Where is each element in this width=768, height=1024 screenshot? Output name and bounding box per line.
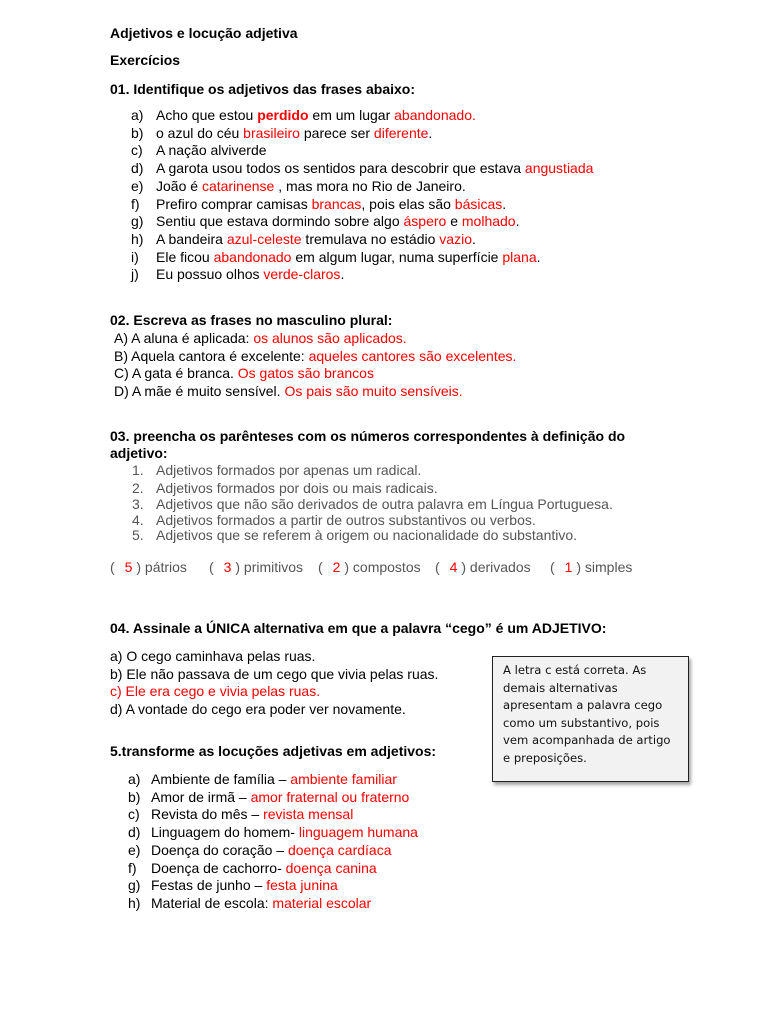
item-label: A): [114, 330, 128, 346]
item-text: [156, 141, 267, 159]
item-label: j): [131, 266, 139, 283]
adjective-answer: plana: [502, 248, 537, 265]
item-text: [156, 265, 344, 283]
answer-category: ) compostos: [344, 559, 421, 575]
item-label: D): [114, 383, 129, 400]
item-answer: doença canina: [285, 859, 377, 876]
item-label: f): [131, 195, 140, 212]
list-item: [114, 382, 463, 400]
answer-number: 1: [564, 559, 573, 575]
q1-heading: 01. Identifique os adjetivos das frases abaixo:: [110, 81, 415, 97]
adjective-answer: diferente: [373, 124, 429, 141]
paren-open: (: [435, 559, 440, 575]
item-label: h): [128, 894, 141, 911]
item-text: Adjetivos formados a partir de outros substantivos ou verbos.: [156, 512, 536, 528]
option-item: a) O cego caminhava pelas ruas.: [110, 648, 316, 664]
sentence-text: .: [471, 230, 476, 247]
item-label: b): [128, 788, 141, 805]
sentence-text: .: [515, 213, 520, 230]
answer-note-box: A letra c está correta. As demais alternativas apresentam a palavra cego como um substantivo, pois vem acompanhada de artigo e preposições.: [492, 656, 689, 782]
sentence-text: Sentiu que estava dormindo sobre algo: [156, 213, 404, 230]
list-item: [114, 347, 516, 365]
sentence-text: .: [428, 124, 433, 141]
adjective-answer: abandonado.: [394, 107, 476, 123]
sentence-text: parece ser: [299, 124, 374, 141]
item-text: [151, 841, 392, 859]
paren-open: (: [318, 559, 323, 575]
answer-number: 5: [124, 559, 133, 575]
answer-category: ) simples: [576, 559, 633, 575]
answer-number: 4: [449, 559, 458, 575]
q3-heading-line1: 03. preencha os parênteses com os números correspondentes à definição do: [110, 428, 626, 444]
item-text: [156, 124, 432, 142]
adjective-answer: brancas: [311, 195, 362, 212]
item-prompt: Revista do mês –: [151, 806, 260, 823]
item-prompt: Linguagem do homem-: [151, 824, 295, 841]
adjective-answer: básicas: [454, 195, 503, 212]
item-text: Adjetivos que se referem à origem ou nacionalidade do substantivo.: [156, 527, 578, 543]
paren-open: (: [110, 559, 115, 575]
item-answer: aqueles cantores são excelentes.: [308, 347, 517, 364]
item-label: f): [128, 859, 137, 876]
item-answer: revista mensal: [263, 806, 354, 823]
item-answer: Os gatos são brancos: [237, 365, 374, 382]
item-answer: amor fraternal ou fraterno: [250, 788, 410, 805]
item-label: 1.: [132, 462, 144, 478]
item-answer: festa junina: [266, 877, 338, 894]
item-text: [151, 876, 338, 894]
q3-heading-line2: adjetivo:: [110, 445, 168, 461]
adjective-answer: perdido: [257, 107, 309, 123]
adjective-answer: angustiada: [524, 160, 594, 177]
item-label: g): [131, 213, 144, 230]
item-label: 2.: [132, 480, 144, 496]
sentence-text: Eu possuo olhos: [156, 266, 264, 283]
item-text: [156, 177, 466, 195]
q2-heading: 02. Escreva as frases no masculino plural:: [110, 312, 393, 328]
adjective-answer: áspero: [403, 213, 447, 230]
adjective-answer: vazio: [439, 230, 472, 247]
option-item: b) Ele não passava de um cego que vivia pelas ruas.: [110, 665, 439, 682]
item-prompt: Festas de junho –: [151, 877, 263, 894]
sentence-text: tremulava no estádio: [301, 230, 440, 247]
item-label: 5.: [132, 527, 144, 543]
item-label: b): [131, 124, 144, 141]
item-prompt: Amor de irmã –: [151, 788, 247, 805]
item-prompt: Material de escola:: [151, 894, 269, 911]
item-label: C): [114, 365, 129, 382]
item-text: Adjetivos formados por dois ou mais radicais.: [156, 480, 438, 496]
item-text: [151, 788, 409, 806]
answer-slot: [550, 558, 632, 576]
item-prompt: Doença de cachorro-: [151, 859, 282, 876]
item-answer: os alunos são aplicados.: [253, 330, 407, 346]
answer-slot: [110, 558, 187, 576]
sentence-text: .: [340, 266, 345, 283]
sentence-text: Acho que estou: [156, 107, 258, 123]
item-label: c): [128, 806, 140, 823]
sentence-text: .: [536, 248, 541, 265]
item-text: [156, 159, 593, 177]
answer-slot: [435, 558, 531, 576]
list-item: [114, 329, 407, 347]
sentence-text: .: [502, 195, 507, 212]
answer-category: ) primitivos: [235, 559, 304, 575]
item-label: d): [131, 160, 144, 177]
item-text: Adjetivos que não são derivados de outra palavra em Língua Portuguesa.: [156, 496, 613, 512]
item-text: [151, 805, 353, 823]
q4-heading: 04. Assinale a ÚNICA alternativa em que a palavra “cego” é um ADJETIVO:: [110, 620, 607, 636]
adjective-answer: brasileiro: [243, 124, 300, 141]
page-subtitle: Exercícios: [110, 52, 181, 68]
item-label: 4.: [132, 512, 144, 528]
sentence-text: o azul do céu: [156, 124, 244, 141]
item-text: [156, 106, 476, 124]
item-label: c): [131, 142, 143, 159]
item-label: d): [128, 824, 141, 841]
item-label: 3.: [132, 496, 144, 512]
option-item: d) A vontade do cego era poder ver novamente.: [110, 701, 406, 718]
sentence-text: em um lugar: [308, 107, 395, 123]
answer-slot: [209, 558, 303, 576]
answer-number: 2: [332, 559, 341, 575]
item-label: e): [131, 177, 144, 194]
adjective-answer: molhado: [461, 213, 516, 230]
item-text: [156, 212, 519, 230]
item-label: a): [128, 771, 141, 787]
sentence-text: Ele ficou: [156, 248, 214, 265]
item-text: Adjetivos formados por apenas um radical.: [156, 462, 422, 478]
item-text: [156, 195, 506, 213]
adjective-answer: catarinense: [201, 177, 275, 194]
sentence-text: , mas mora no Rio de Janeiro.: [274, 177, 466, 194]
item-prompt: Doença do coração –: [151, 841, 285, 858]
item-answer: doença cardíaca: [287, 841, 392, 858]
sentence-text: A bandeira: [156, 230, 227, 247]
option-item: c) Ele era cego e vivia pelas ruas.: [110, 683, 321, 700]
item-answer: material escolar: [272, 894, 372, 911]
item-label: h): [131, 230, 144, 247]
item-label: e): [128, 841, 141, 858]
adjective-answer: verde-claros: [263, 266, 341, 283]
sentence-text: , pois elas são: [361, 195, 455, 212]
item-text: [151, 823, 418, 841]
adjective-answer: azul-celeste: [226, 230, 302, 247]
paren-open: (: [550, 559, 555, 575]
sentence-text: Prefiro comprar camisas: [156, 195, 312, 212]
item-label: i): [131, 248, 139, 265]
answer-category: ) pátrios: [136, 559, 187, 575]
item-text: [156, 230, 476, 248]
list-item: [114, 364, 374, 382]
item-prompt: Ambiente de família –: [151, 771, 287, 787]
paren-open: (: [209, 559, 214, 575]
item-text: [156, 248, 541, 266]
page-title: Adjetivos e locução adjetiva: [110, 25, 298, 41]
answer-slot: [318, 558, 421, 576]
item-label: a): [131, 107, 144, 123]
sentence-text: João é: [156, 177, 202, 194]
sentence-text: A garota usou todos os sentidos para descobrir que estava: [156, 160, 525, 177]
sentence-text: em algum lugar, numa superfície: [291, 248, 503, 265]
item-label: B): [114, 347, 128, 364]
q5-heading: 5.transforme as locuções adjetivas em adjetivos:: [110, 743, 437, 759]
item-answer: linguagem humana: [298, 824, 418, 841]
item-answer: ambiente familiar: [290, 771, 397, 787]
sentence-text: A nação alviverde: [156, 142, 267, 159]
answer-category: ) derivados: [461, 559, 531, 575]
item-answer: Os pais são muito sensíveis.: [284, 383, 463, 400]
item-text: [151, 859, 377, 877]
item-label: g): [128, 877, 141, 894]
item-text: A aluna é aplicada:: [131, 330, 250, 346]
sentence-text: e: [446, 213, 462, 230]
item-text: [151, 770, 397, 788]
answer-number: 3: [223, 559, 232, 575]
item-text: A mãe é muito sensível.: [131, 383, 281, 400]
item-text: Aquela cantora é excelente:: [131, 347, 305, 364]
item-text: [151, 894, 371, 912]
item-text: A gata é branca.: [131, 365, 234, 382]
adjective-answer: abandonado: [213, 248, 292, 265]
